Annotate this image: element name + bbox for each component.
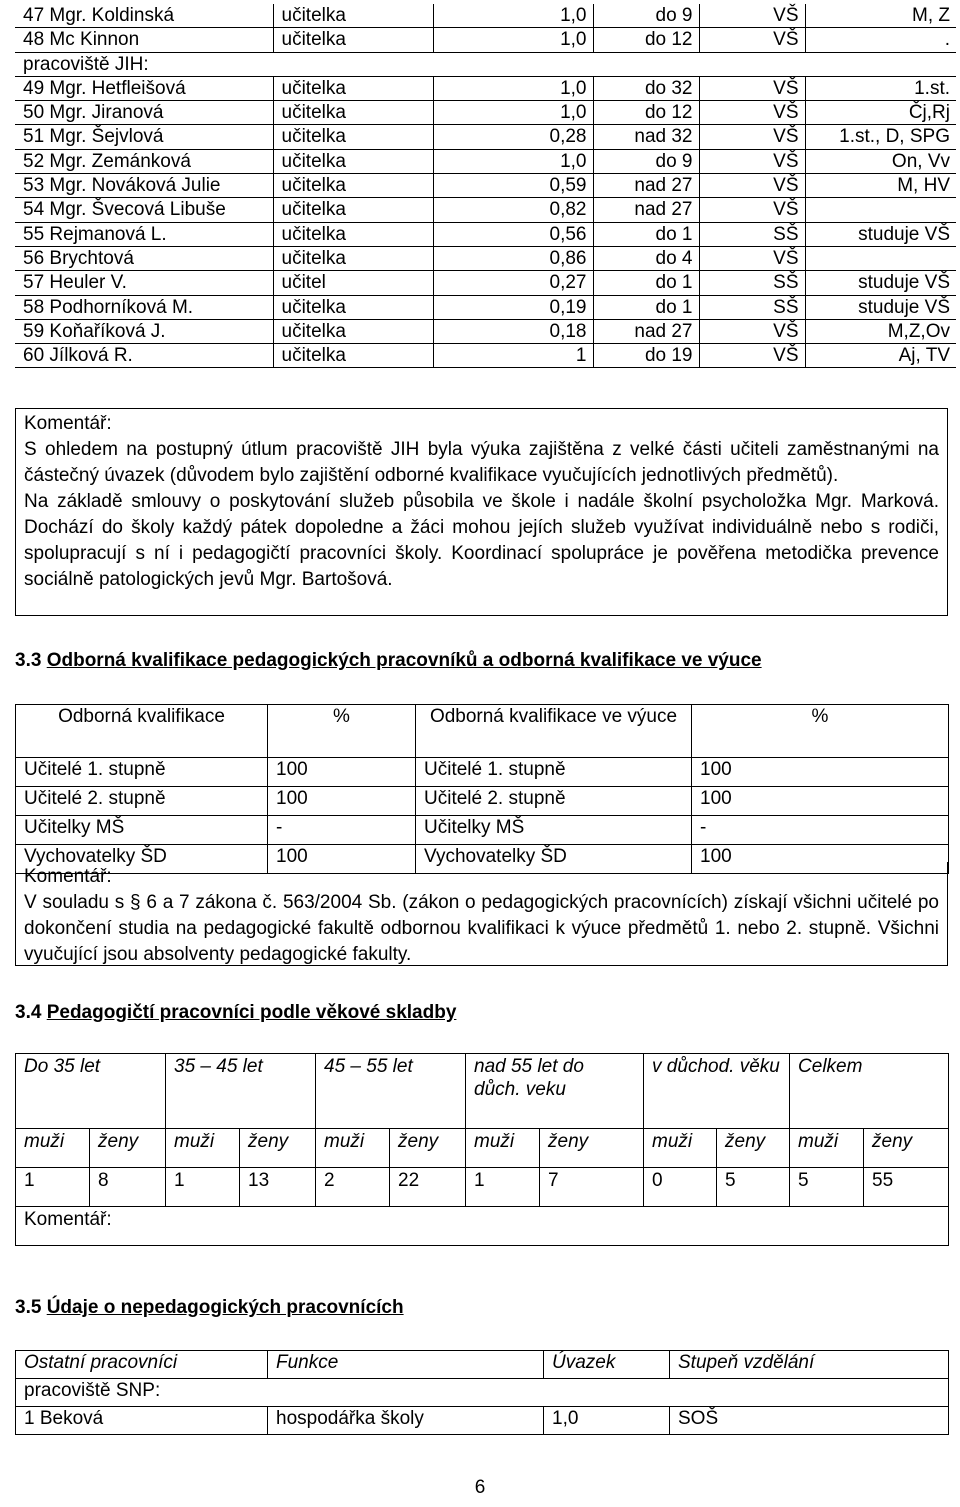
staff-cell-role: učitel [273,271,433,295]
age-comment: Komentář: [16,1207,949,1246]
staff-cell-load: 1,0 [433,4,593,28]
section-number: 3.3 [15,650,42,671]
staff-row [15,295,956,319]
staff-cell-load: 0,18 [433,319,593,343]
staff-cell-edu: VŠ [699,344,805,368]
staff-cell-note: studuje VŠ [805,271,956,295]
staff-cell-note: 1.st. [805,76,956,100]
age-group-header: 45 – 55 let [316,1054,466,1129]
staff-cell-edu: VŠ [699,319,805,343]
age-value: 7 [540,1168,644,1207]
qual-cell: 100 [268,758,416,787]
age-value: 2 [316,1168,390,1207]
staff-table [15,4,956,368]
staff-cell-name: 47 Mgr. Koldinská [15,4,273,28]
staff-cell-years: nad 27 [593,198,699,222]
staff-cell-name: 53 Mgr. Nováková Julie [15,174,273,198]
staff-section-label: pracoviště JIH: [15,52,956,76]
qual-cell: 100 [268,787,416,816]
staff-row [15,4,956,28]
qual-row [16,816,949,845]
age-value: 5 [790,1168,864,1207]
staff-row [15,52,956,76]
staff-cell-load: 0,28 [433,125,593,149]
staff-cell-load: 1,0 [433,76,593,100]
staff-row [15,101,956,125]
comment-label: Komentář: [24,413,112,434]
qual-row [16,787,949,816]
staff-cell-edu: VŠ [699,76,805,100]
age-gender-header: muži [644,1129,717,1168]
age-group-header: 35 – 45 let [166,1054,316,1129]
staff-row [15,198,956,222]
qual-cell: 100 [692,758,949,787]
staff-cell-years: nad 27 [593,319,699,343]
nonped-header-2: Funkce [268,1351,544,1379]
staff-cell-role: učitelka [273,246,433,270]
staff-row [15,271,956,295]
qual-cell: Učitelé 1. stupně [16,758,268,787]
age-gender-header: ženy [240,1129,316,1168]
qual-header-2: % [268,705,416,758]
section-3-3-heading [15,650,948,673]
qual-header-3: Odborná kvalifikace ve výuce [416,705,692,758]
age-gender-header: muži [16,1129,90,1168]
qual-cell: Vychovatelky ŠD [416,845,692,874]
staff-row [15,319,956,343]
qualification-comment: V souladu s § 6 a 7 zákona č. 563/2004 Sb. (zákon o pedagogických pracovnících) získají všichni učitelé po dokončení studia na pedagogické fakultě odbornou kvalifikaci k výuce předmětů 1. nebo 2. stupně. Všichni vyučující jsou absolventy pedagogické fakulty. [24,892,939,965]
age-gender-header: muži [790,1129,864,1168]
staff-cell-years: do 9 [593,4,699,28]
age-value: 22 [390,1168,466,1207]
staff-cell-load: 1,0 [433,149,593,173]
staff-cell-edu: SŠ [699,271,805,295]
qual-header-1: Odborná kvalifikace [16,705,268,758]
nonped-header-4: Stupeň vzdělání [670,1351,949,1379]
staff-cell-role: učitelka [273,344,433,368]
staff-cell-edu: SŠ [699,222,805,246]
comment-box-staff [15,408,948,616]
page-number: 6 [474,1477,486,1498]
age-value: 1 [166,1168,240,1207]
staff-cell-note: Aj, TV [805,344,956,368]
staff-cell-years: do 19 [593,344,699,368]
section-3-5-heading [15,1297,948,1320]
staff-cell-name: 55 Rejmanová L. [15,222,273,246]
qual-cell: Vychovatelky ŠD [16,845,268,874]
staff-cell-role: učitelka [273,125,433,149]
staff-cell-role: učitelka [273,198,433,222]
age-value: 1 [466,1168,540,1207]
nonped-header-1: Ostatní pracovníci [16,1351,268,1379]
staff-row [15,76,956,100]
staff-cell-name: 58 Podhorníková M. [15,295,273,319]
age-gender-header: ženy [864,1129,949,1168]
section-title: Údaje o nepedagogických pracovnících [46,1297,404,1318]
staff-cell-years: do 32 [593,76,699,100]
nonped-cell: SOŠ [670,1407,949,1435]
staff-cell-edu: VŠ [699,174,805,198]
staff-cell-role: učitelka [273,76,433,100]
staff-cell-note: studuje VŠ [805,222,956,246]
staff-cell-edu: VŠ [699,28,805,52]
age-gender-header: ženy [717,1129,790,1168]
staff-cell-role: učitelka [273,28,433,52]
qual-header-4: % [692,705,949,758]
staff-row [15,28,956,52]
staff-cell-edu: VŠ [699,246,805,270]
age-value: 1 [16,1168,90,1207]
staff-cell-load: 1,0 [433,28,593,52]
staff-cell-load: 0,59 [433,174,593,198]
staff-cell-name: 49 Mgr. Hetfleišová [15,76,273,100]
staff-cell-edu: VŠ [699,125,805,149]
staff-cell-years: nad 32 [593,125,699,149]
qual-cell: Učitelé 2. stupně [16,787,268,816]
staff-cell-role: učitelka [273,295,433,319]
staff-row [15,246,956,270]
age-value: 55 [864,1168,949,1207]
age-structure-table [15,1053,949,1246]
staff-cell-load: 0,27 [433,271,593,295]
staff-cell-note: . [805,28,956,52]
staff-cell-years: nad 27 [593,174,699,198]
staff-cell-name: 51 Mgr. Šejvlová [15,125,273,149]
age-gender-header: ženy [540,1129,644,1168]
comment-box-qualification [15,862,948,966]
staff-cell-note: M,Z,Ov [805,319,956,343]
section-number: 3.4 [15,1002,42,1023]
staff-cell-years: do 12 [593,28,699,52]
staff-row [15,149,956,173]
staff-row [15,222,956,246]
nonped-cell: 1,0 [544,1407,670,1435]
staff-cell-note: 1.st., D, SPG [805,125,956,149]
staff-row [15,174,956,198]
staff-cell-note [805,246,956,270]
qual-cell: Učitelé 1. stupně [416,758,692,787]
qual-cell: Učitelky MŠ [16,816,268,845]
qual-cell: - [268,816,416,845]
staff-cell-note: M, Z [805,4,956,28]
staff-cell-years: do 1 [593,222,699,246]
nonped-cell: hospodářka školy [268,1407,544,1435]
staff-cell-note: studuje VŠ [805,295,956,319]
age-group-header: nad 55 let do důch. veku [466,1054,644,1129]
staff-cell-role: učitelka [273,4,433,28]
non-pedagogical-table [15,1350,949,1435]
age-gender-header: ženy [90,1129,166,1168]
staff-cell-role: učitelka [273,101,433,125]
section-number: 3.5 [15,1297,42,1318]
qual-cell: 100 [692,787,949,816]
staff-cell-role: učitelka [273,149,433,173]
staff-cell-name: 57 Heuler V. [15,271,273,295]
staff-cell-edu: SŠ [699,295,805,319]
staff-cell-years: do 12 [593,101,699,125]
age-value: 0 [644,1168,717,1207]
staff-cell-years: do 4 [593,246,699,270]
age-group-header: v důchod. věku [644,1054,790,1129]
staff-cell-edu: VŠ [699,4,805,28]
staff-cell-load: 1,0 [433,101,593,125]
age-group-header: Celkem [790,1054,949,1129]
qual-cell: Učitelky MŠ [416,816,692,845]
staff-cell-role: učitelka [273,222,433,246]
staff-cell-name: 52 Mgr. Zemánková [15,149,273,173]
staff-cell-edu: VŠ [699,198,805,222]
staff-cell-years: do 1 [593,271,699,295]
staff-cell-note: Čj,Rj [805,101,956,125]
staff-cell-load: 0,19 [433,295,593,319]
qual-cell: 100 [268,845,416,874]
nonped-header-3: Úvazek [544,1351,670,1379]
comment-paragraph-1: S ohledem na postupný útlum pracoviště JIH byla výuka zajištěna z velké části učiteli zaměstnanými na částečný úvazek (důvodem bylo zajištění odborné kvalifikace vyučujících jednotlivých předmětů). [24,439,939,486]
comment-paragraph-2: Na základě smlouvy o poskytování služeb působila ve škole i nadále školní psycholožka Mgr. Marková. Dochází do školy každý pátek dopoledne a žáci mohou jejích služeb využívat individuálně nebo s rodiči, spolupracují s ní i pedagogičtí pracovníci školy. Koordinací spolupráce je pověřena metodička prevence sociálně patologických jevů Mgr. Bartošová. [24,491,939,590]
staff-cell-years: do 1 [593,295,699,319]
staff-row [15,125,956,149]
qual-cell: - [692,816,949,845]
age-value: 8 [90,1168,166,1207]
staff-cell-name: 59 Koňaříková J. [15,319,273,343]
age-gender-header: muži [166,1129,240,1168]
age-gender-header: muži [466,1129,540,1168]
nonped-subsection: pracoviště SNP: [16,1379,949,1407]
staff-cell-note [805,198,956,222]
qual-row [16,758,949,787]
staff-cell-note: On, Vv [805,149,956,173]
qual-cell: Učitelé 2. stupně [416,787,692,816]
staff-cell-edu: VŠ [699,101,805,125]
staff-cell-role: učitelka [273,174,433,198]
comment-label: Komentář: [24,866,112,887]
section-3-4-heading [15,1002,948,1025]
age-group-header: Do 35 let [16,1054,166,1129]
section-title: Pedagogičtí pracovníci podle věkové skladby [46,1002,457,1023]
nonped-cell: 1 Beková [16,1407,268,1435]
staff-cell-note: M, HV [805,174,956,198]
staff-cell-role: učitelka [273,319,433,343]
staff-cell-name: 50 Mgr. Jiranová [15,101,273,125]
staff-cell-name: 48 Mc Kinnon [15,28,273,52]
staff-cell-name: 56 Brychtová [15,246,273,270]
staff-cell-load: 0,82 [433,198,593,222]
staff-cell-load: 0,86 [433,246,593,270]
age-value: 13 [240,1168,316,1207]
age-gender-header: muži [316,1129,390,1168]
section-title: Odborná kvalifikace pedagogických pracovníků a odborná kvalifikace ve výuce [46,650,762,671]
staff-cell-edu: VŠ [699,149,805,173]
nonped-row [16,1407,949,1435]
staff-cell-name: 54 Mgr. Švecová Libuše [15,198,273,222]
age-gender-header: ženy [390,1129,466,1168]
staff-cell-name: 60 Jílková R. [15,344,273,368]
age-value: 5 [717,1168,790,1207]
qualification-table [15,704,949,874]
staff-cell-load: 0,56 [433,222,593,246]
qual-cell: 100 [692,845,949,874]
staff-row [15,344,956,368]
staff-cell-load: 1 [433,344,593,368]
staff-cell-years: do 9 [593,149,699,173]
